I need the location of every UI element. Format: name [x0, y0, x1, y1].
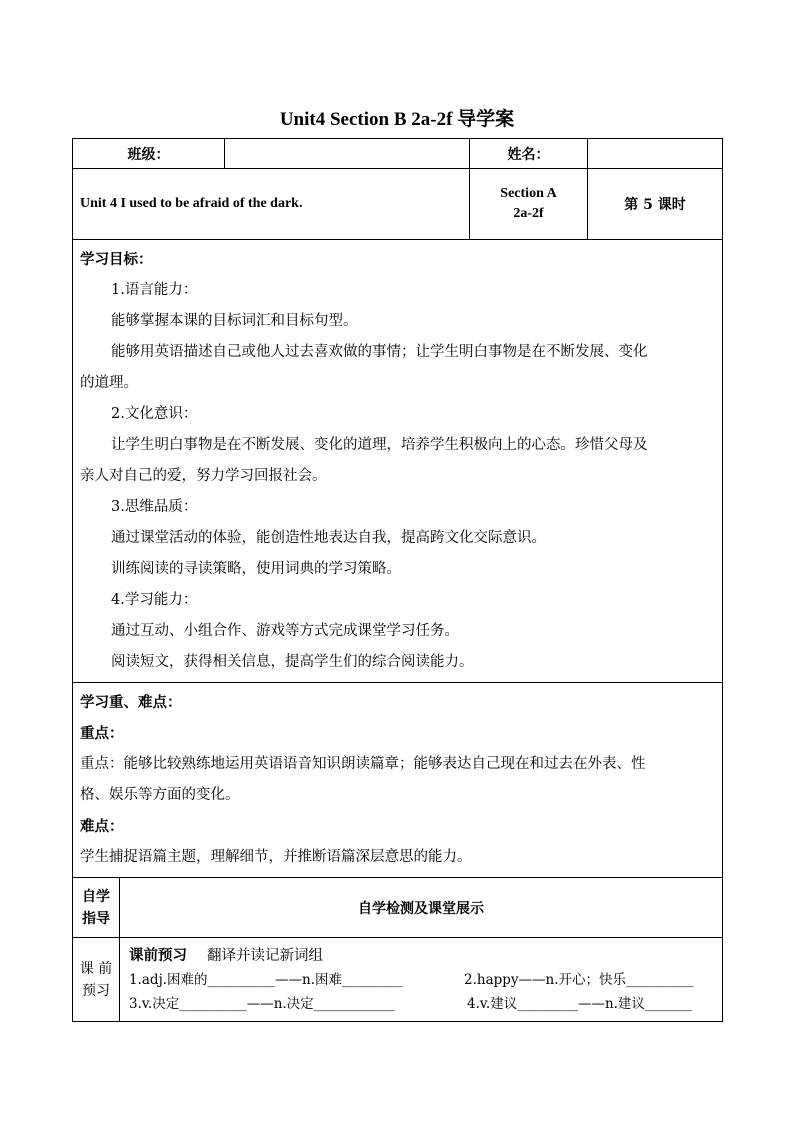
preview-row: [73, 938, 723, 1022]
name-value-cell[interactable]: [588, 139, 723, 169]
period-label: 第 5 课时: [588, 169, 723, 240]
unit-row: [73, 169, 723, 240]
objectives-row: [73, 240, 723, 683]
study-guide-table: [72, 138, 723, 1022]
learning-text-2: 阅读短文，获得相关信息，提高学生们的综合阅读能力。: [111, 654, 474, 670]
page-title: Unit4 Section B 2a-2f 导学案: [279, 109, 515, 130]
difficulty-text: 学生捕捉语篇主题，理解细节，并推断语篇深层意思的能力。: [80, 849, 472, 865]
preview-cell: [120, 938, 723, 1022]
language-text-1: 能够掌握本课的目标词汇和目标句型。: [111, 313, 358, 329]
section-label: Section A: [500, 186, 557, 201]
key-label: 重点：: [80, 725, 124, 742]
objectives-cell: [73, 240, 723, 683]
preview-side-line1: 课 前: [79, 960, 113, 977]
vocab-item-2[interactable]: 2.happy——n.开心；快乐__________: [464, 972, 694, 988]
section-range: 2a-2f: [513, 206, 544, 221]
culture-text-1b: 亲人对自己的爱，努力学习回报社会。: [80, 468, 327, 484]
self-study-side: [73, 878, 120, 938]
thinking-title: 3.思维品质：: [111, 499, 198, 515]
vocab-item-1[interactable]: 1.adj.困难的__________——n.困难_________: [129, 972, 403, 988]
culture-text-1a: 让学生明白事物是在不断发展、变化的道理，培养学生积极向上的心态。珍惜父母及: [111, 437, 648, 453]
learning-title: 4.学习能力：: [111, 592, 198, 608]
preview-heading-row: [129, 944, 716, 968]
language-title: 1.语言能力：: [111, 282, 198, 298]
difficulty-label: 难点：: [80, 818, 124, 835]
vocab-item-3[interactable]: 3.v.决定__________——n.决定____________: [129, 996, 395, 1012]
language-text-2a: 能够用英语描述自己或他人过去喜欢做的事情；让学生明白事物是在不断发展、变化: [111, 344, 648, 360]
objectives-heading: 学习目标：: [80, 251, 153, 268]
unit-title: Unit 4 I used to be afraid of the dark.: [73, 169, 470, 240]
key-text-b: 格、娱乐等方面的变化。: [80, 787, 240, 803]
self-study-side-line1: 自学: [82, 888, 110, 905]
culture-title: 2.文化意识：: [111, 406, 198, 422]
vocab-row-1: [129, 968, 716, 992]
self-study-side-line2: 指导: [82, 910, 110, 927]
preview-instruction: 翻译并读记新词组: [207, 948, 323, 964]
thinking-text-1: 通过课堂活动的体验，能创造性地表达自我，提高跨文化交际意识。: [111, 530, 546, 546]
vocab-row-2: [129, 992, 716, 1016]
preview-title: 课前预习: [129, 947, 187, 964]
key-text-a: 重点：能够比较熟练地运用英语语音知识朗读篇章；能够表达自己现在和过去在外表、性: [80, 756, 646, 772]
keypoints-heading: 学习重、难点：: [80, 694, 182, 711]
keypoints-row: [73, 683, 723, 878]
thinking-text-2: 训练阅读的寻读策略，使用词典的学习策略。: [111, 561, 401, 577]
section-cell: [470, 169, 588, 240]
vocab-item-4[interactable]: 4.v.建议_________——n.建议_______: [467, 996, 693, 1012]
learning-text-1: 通过互动、小组合作、游戏等方式完成课堂学习任务。: [111, 623, 459, 639]
self-study-heading: 自学检测及课堂展示: [120, 878, 723, 938]
self-study-row: [73, 878, 723, 938]
class-label: 班级：: [73, 139, 225, 169]
name-label: 姓名：: [470, 139, 588, 169]
class-value-cell[interactable]: [225, 139, 470, 169]
preview-side: [73, 938, 120, 1022]
class-name-row: [73, 139, 723, 169]
preview-side-line2: 预习: [82, 982, 110, 999]
language-text-2b: 的道理。: [80, 375, 138, 391]
keypoints-cell: [73, 683, 723, 878]
